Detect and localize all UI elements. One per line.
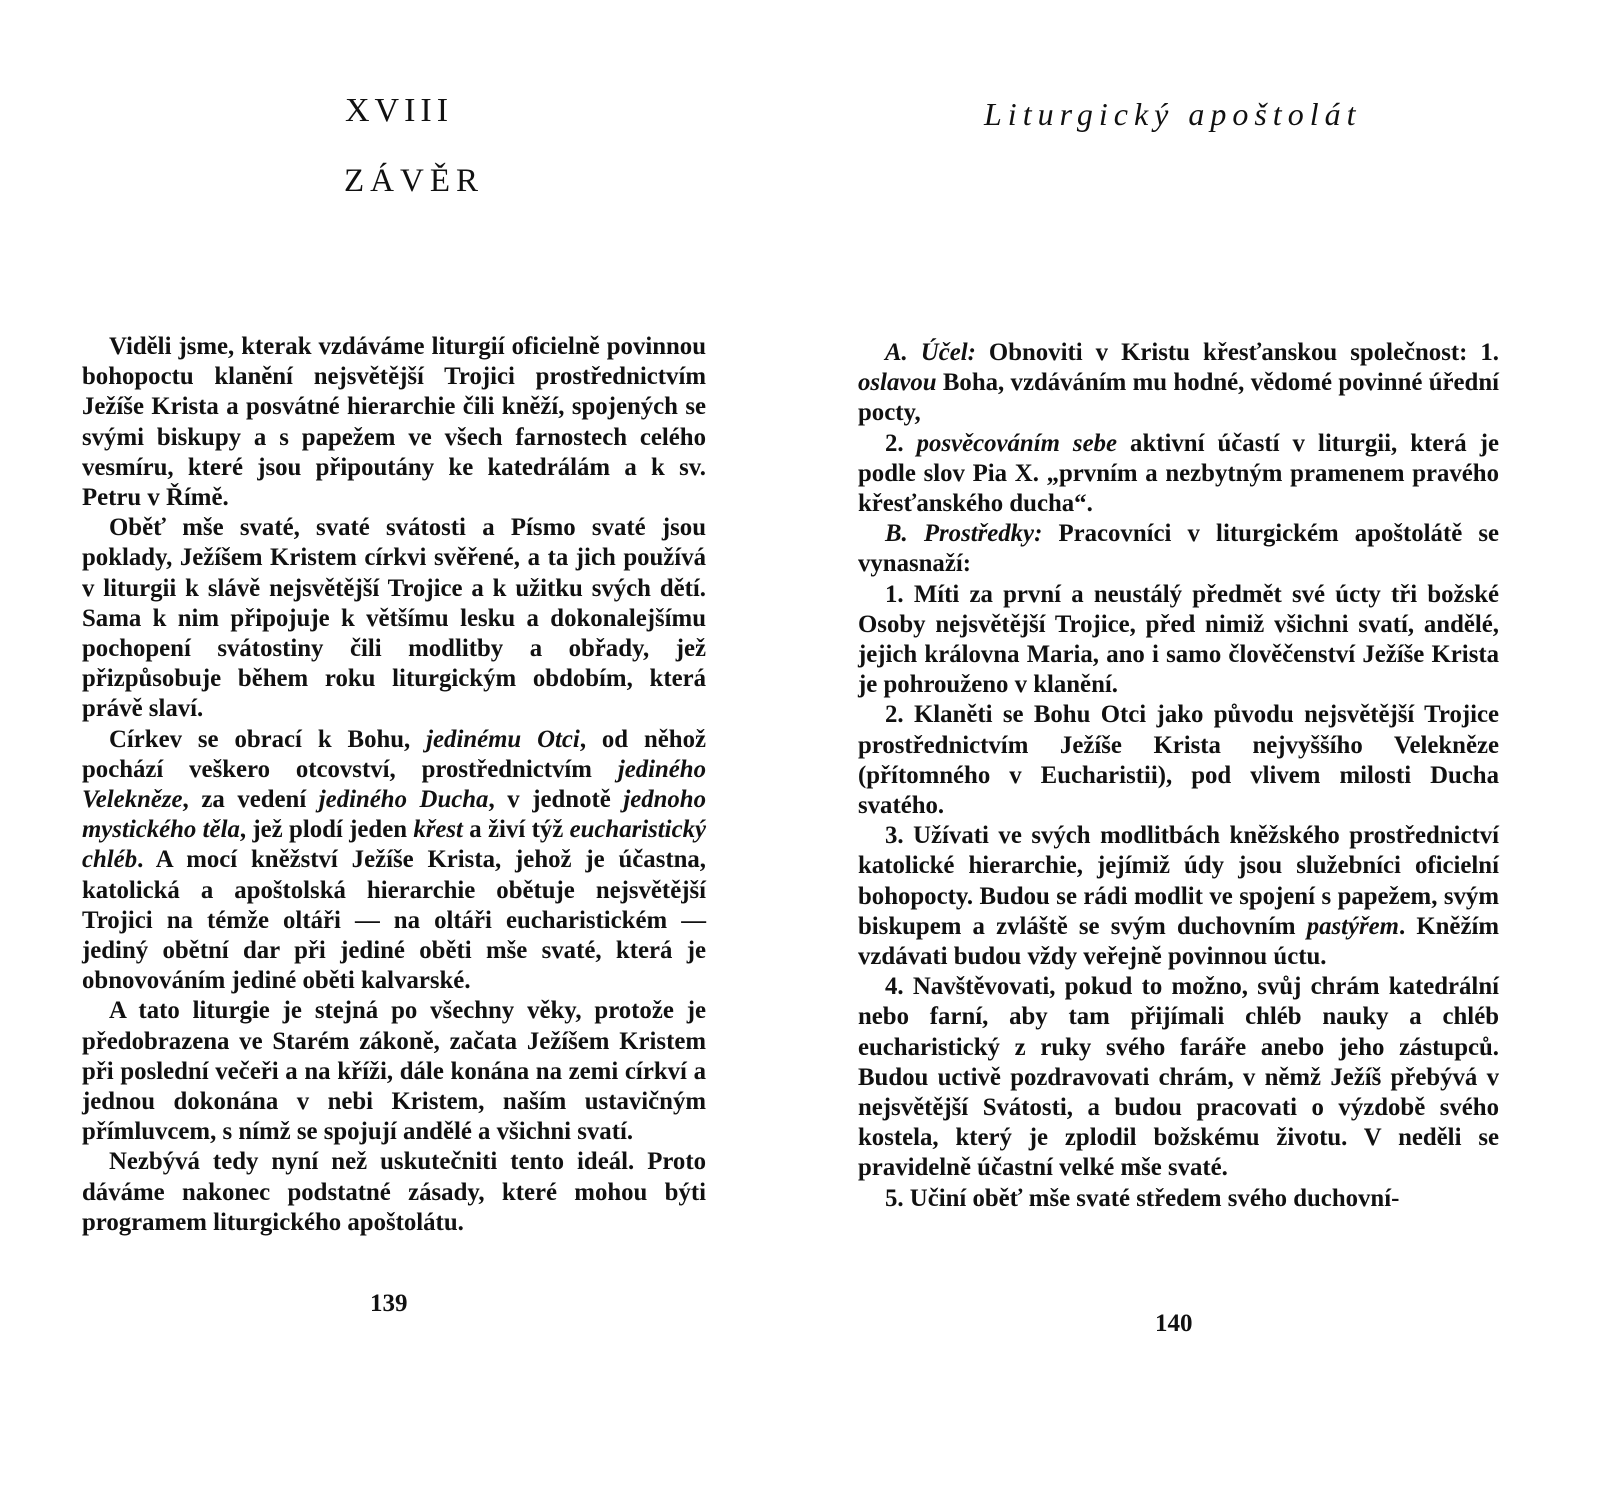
text-run: , od něhož pochází veškero otcovství, prostřednictvím: [82, 725, 706, 783]
right-body-text: [858, 338, 1499, 1214]
paragraph: [82, 513, 706, 724]
text-run: aktivní účastí v liturgii, která je podle slov Pia X. „prvním a nezbytným pramenem pravého křesťanského ducha“.: [858, 429, 1500, 518]
text-run: 3. Užívati ve svých modlitbách kněžského prostřednictví katolické hierarchie, jejímiž údy jsou služebníci oficielní bohopocty. Budou se rádi modlit ve spojení s papežem, svým biskupem a zvláště se svým duchovním: [858, 822, 1499, 940]
italic-run: B. Prostředky:: [885, 520, 1043, 548]
italic-run: jednoho mystického těla: [82, 786, 707, 844]
paragraph: [858, 972, 1499, 1183]
paragraph: [82, 996, 706, 1147]
text-run: a živí týž: [462, 816, 570, 844]
text-run: 2. Klaněti se Bohu Otci jako původu nejsvětější Trojice prostřednictvím Ježíše Krista nejvyššího Velekněze (přítomného v Eucharistii), pod vlivem milosti Ducha svatého.: [858, 701, 1499, 820]
text-run: , jež plodí jeden: [239, 816, 414, 844]
paragraph: [858, 338, 1499, 429]
italic-run: jediného Velekněze: [82, 755, 706, 814]
text-run: A tato liturgie je stejná po všechny věky, protože je předobrazena ve Starém zákoně, začata Ježíšem Kristem při poslední večeři a na kříži, dále konána na zemi církví a jednou dokonána v nebi Kristem, naším ustavičným přímluvcem, s nímž se spojují andělé a všichni svatí.: [82, 997, 706, 1146]
text-run: 4. Navštěvovati, pokud to možno, svůj chrám katedrální nebo farní, aby tam přijímali chléb nauky a chléb eucharistický z ruky svého faráře anebo jeho zástupců. Budou uctivě pozdravovati chrám, v němž Ježíš přebývá v nejsvětější Svátosti, a budou pracovati o výzdobě svého kostela, který je zplodil božskému životu. V neděli se pravidelně účastní velké mše svaté.: [858, 973, 1499, 1182]
text-run: , za vedení: [182, 786, 319, 814]
italic-run: křest: [413, 816, 463, 844]
right-page: [804, 0, 1608, 1500]
italic-run: pastýřem: [1306, 912, 1399, 940]
italic-run: jedinému Otci: [426, 725, 580, 753]
paragraph: [858, 821, 1499, 972]
paragraph: [858, 700, 1499, 821]
page-number: 139: [370, 1290, 408, 1317]
text-run: 1. Míti za první a neustálý předmět své úcty tři božské Osoby nejsvětější Trojice, před nimiž všichni svatí, andělé, jejich královna Maria, ano i samo člověčenství Ježíše Krista je pohrouženo v klanění.: [858, 580, 1499, 699]
text-run: . A mocí kněžství Ježíše Krista, jehož je účastna, katolická a apoštolská hierarchie obětuje nejsvětější Trojici na témže oltáři — na oltáři eucharistickém — jediný obětní dar při jediné oběti mše svaté, která je obnovováním jediné oběti kalvarské.: [82, 846, 706, 995]
paragraph: [858, 519, 1499, 579]
paragraph: [858, 1184, 1499, 1214]
paragraph: [82, 725, 706, 997]
page-number: 140: [1155, 1310, 1193, 1337]
left-body-text: [82, 332, 706, 1238]
italic-run: eucharistický chléb: [82, 816, 706, 874]
text-run: Boha, vzdáváním mu hodné, vědomé povinné úřední pocty,: [858, 369, 1499, 427]
paragraph: [858, 429, 1499, 520]
text-run: 5. Učiní oběť mše svaté středem svého duchovní-: [885, 1184, 1400, 1212]
text-run: 2.: [885, 429, 917, 457]
text-run: Viděli jsme, kterak vzdáváme liturgií oficielně povinnou bohopoctu klanění nejsvětější Trojici prostřednictvím Ježíše Krista a posvátné hierarchie čili kněží, spojených se svými biskupy a s papežem ve všech farnostech celého vesmíru, které jsou připoutány ke katedrálám a k sv. Petru v Římě.: [82, 333, 706, 512]
italic-run: oslavou: [858, 369, 937, 397]
chapter-number: XVIII: [345, 92, 454, 129]
italic-run: posvěcováním sebe: [916, 429, 1117, 457]
text-run: Církev se obrací k Bohu,: [109, 725, 427, 753]
paragraph: [82, 1147, 706, 1238]
running-head: Liturgický apoštolát: [984, 96, 1362, 132]
text-run: Nezbývá tedy nyní než uskutečniti tento ideál. Proto dáváme nakonec podstatné zásady, které mohou býti programem liturgického apoštolátu.: [82, 1148, 706, 1236]
italic-run: A. Účel:: [885, 339, 976, 366]
text-run: Obnoviti v Kristu křesťanskou společnost: 1.: [975, 339, 1499, 366]
italic-run: jediného Ducha: [318, 786, 489, 814]
text-run: . Kněžím vzdávati budou vždy veřejně povinnou úctu.: [858, 912, 1499, 971]
chapter-title: ZÁVĚR: [344, 163, 484, 199]
text-run: Oběť mše svaté, svaté svátosti a Písmo svaté jsou poklady, Ježíšem Kristem církvi svěřené, a ta jich používá v liturgii k slávě nejsvětější Trojice a k užitku svých dětí. Sama k nim připojuje k většímu lesku a dokonalejšímu pochopení svátostiny čili modlitby a obřady, jež přizpůsobuje během roku liturgickým obdobím, která právě slaví.: [82, 514, 706, 723]
text-run: Pracovníci v liturgickém apoštolátě se vynasnaží:: [858, 520, 1499, 578]
paragraph: [858, 580, 1499, 701]
text-run: , v jednotě: [488, 786, 624, 814]
paragraph: [82, 332, 706, 513]
